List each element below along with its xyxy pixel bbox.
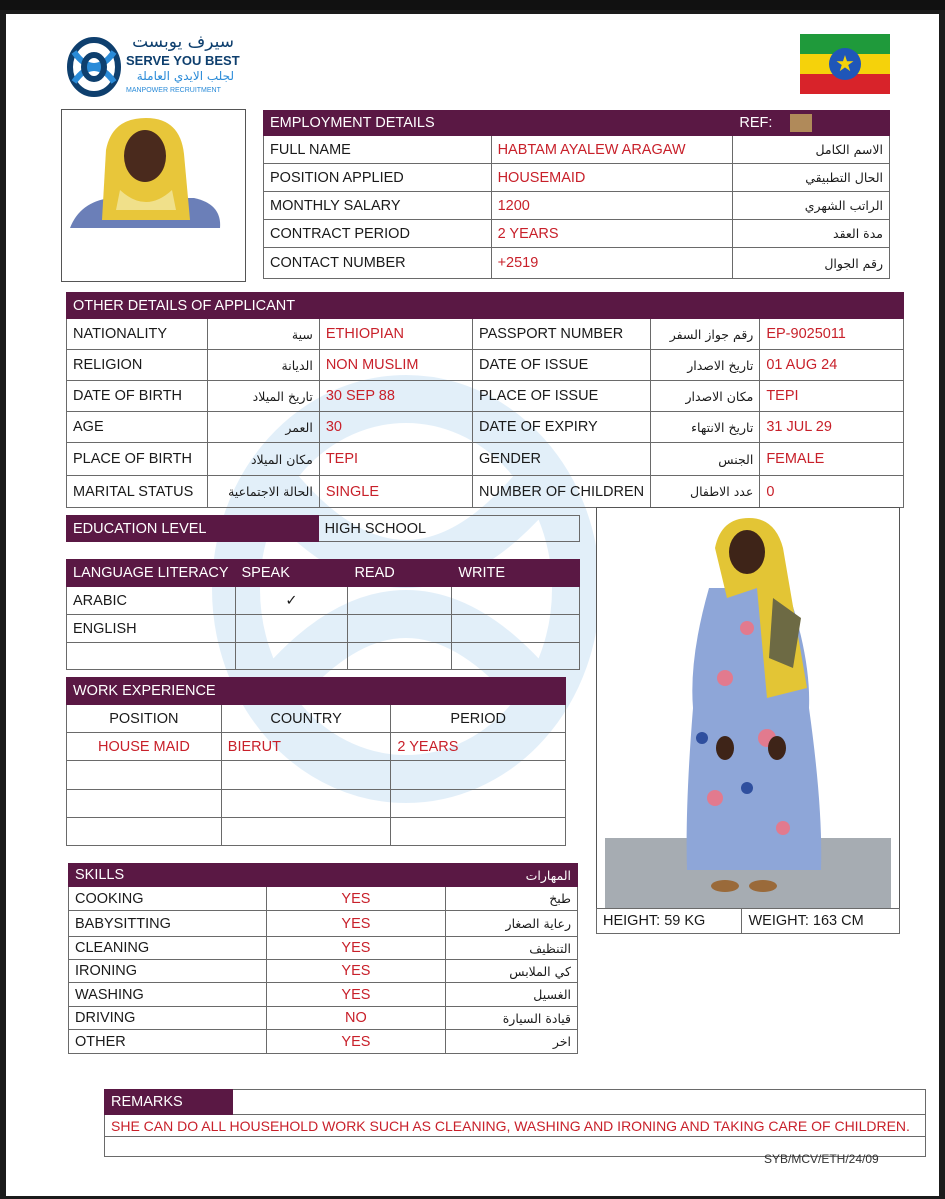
skill-name-ar: رعاية الصغار <box>446 911 578 937</box>
education-value: HIGH SCHOOL <box>318 516 579 542</box>
skill-row <box>69 911 578 937</box>
skill-name: CLEANING <box>69 937 267 960</box>
field-label-ar: الجنس <box>651 443 760 476</box>
emp-value: HABTAM AYALEW ARAGAW <box>491 136 733 164</box>
field-value: NON MUSLIM <box>319 350 472 381</box>
write-check <box>452 643 580 670</box>
emp-row-full-name <box>264 136 890 164</box>
weight-value: WEIGHT: 163 CM <box>742 909 900 934</box>
skill-row <box>69 960 578 983</box>
field-label-ar: العمر <box>207 412 319 443</box>
skill-value: YES <box>266 983 446 1007</box>
work-country <box>221 790 391 818</box>
emp-value: HOUSEMAID <box>491 164 733 192</box>
skill-value: YES <box>266 960 446 983</box>
emp-label-ar: مدة العقد <box>733 220 890 248</box>
field-value: ETHIOPIAN <box>319 319 472 350</box>
field-label: DATE OF ISSUE <box>472 350 650 381</box>
language-name: ARABIC <box>67 587 236 615</box>
field-value: FEMALE <box>760 443 904 476</box>
col-header: LANGUAGE LITERACY <box>67 560 236 587</box>
education-table <box>66 515 580 542</box>
field-label: PASSPORT NUMBER <box>472 319 650 350</box>
work-position <box>67 761 222 790</box>
ethiopia-flag <box>800 34 890 94</box>
col-header: POSITION <box>67 705 222 733</box>
col-header: PERIOD <box>391 705 566 733</box>
skill-name: COOKING <box>69 887 267 911</box>
read-check <box>348 615 452 643</box>
field-label: DATE OF EXPIRY <box>472 412 650 443</box>
work-row <box>67 761 566 790</box>
field-label-ar: مكان الميلاد <box>207 443 319 476</box>
emp-value: 2 YEARS <box>491 220 733 248</box>
other-details-header: OTHER DETAILS OF APPLICANT <box>67 293 473 319</box>
work-row <box>67 733 566 761</box>
remarks-text: SHE CAN DO ALL HOUSEHOLD WORK SUCH AS CLEANING, WASHING AND IRONING AND TAKING CARE OF CHILDREN. <box>105 1115 926 1137</box>
work-position <box>67 790 222 818</box>
field-label-ar: تاريخ الاصدار <box>651 350 760 381</box>
emp-label: CONTACT NUMBER <box>264 248 492 279</box>
work-row <box>67 790 566 818</box>
skill-row <box>69 887 578 911</box>
emp-row-contact <box>264 248 890 279</box>
emp-label-ar: الاسم الكامل <box>733 136 890 164</box>
skill-name-ar: الغسيل <box>446 983 578 1007</box>
other-row <box>67 412 904 443</box>
work-position <box>67 818 222 846</box>
other-row <box>67 443 904 476</box>
cv-page <box>6 14 939 1196</box>
applicant-portrait-photo <box>61 109 246 282</box>
skill-name: WASHING <box>69 983 267 1007</box>
skill-name-ar: التنظيف <box>446 937 578 960</box>
field-label: PLACE OF BIRTH <box>67 443 208 476</box>
read-check <box>348 587 452 615</box>
field-value: EP-9025011 <box>760 319 904 350</box>
speak-check <box>235 643 348 670</box>
skill-row <box>69 1007 578 1030</box>
applicant-full-body-photo <box>596 507 900 909</box>
work-experience-table <box>66 677 566 846</box>
work-position: HOUSE MAID <box>67 733 222 761</box>
emp-label-ar: الحال التطبيقي <box>733 164 890 192</box>
field-label-ar: رقم جواز السفر <box>651 319 760 350</box>
language-row <box>67 615 580 643</box>
work-period <box>391 818 566 846</box>
logo-knot-icon <box>64 34 124 100</box>
field-label-ar: الحالة الاجتماعية <box>207 476 319 508</box>
ref-cell <box>733 111 890 136</box>
logo-arabic-sub: لجلب الايدي العاملة <box>136 69 234 83</box>
emp-label: FULL NAME <box>264 136 492 164</box>
top-bar <box>0 0 945 10</box>
field-label: RELIGION <box>67 350 208 381</box>
field-label-ar: سية <box>207 319 319 350</box>
field-value: 30 <box>319 412 472 443</box>
field-value: 0 <box>760 476 904 508</box>
skill-row <box>69 1030 578 1054</box>
logo-english-name: SERVE YOU BEST <box>126 53 240 68</box>
skill-row <box>69 983 578 1007</box>
remarks-header: REMARKS <box>105 1090 233 1115</box>
emp-row-position <box>264 164 890 192</box>
field-label: PLACE OF ISSUE <box>472 381 650 412</box>
height-value: HEIGHT: 59 KG <box>597 909 742 934</box>
logo-english-sub: MANPOWER RECRUITMENT <box>126 87 221 94</box>
flag-star-icon: ★ <box>829 48 861 80</box>
emp-label: CONTRACT PERIOD <box>264 220 492 248</box>
work-row <box>67 818 566 846</box>
emp-label-ar: رقم الجوال <box>733 248 890 279</box>
skill-name: BABYSITTING <box>69 911 267 937</box>
work-period <box>391 790 566 818</box>
work-country <box>221 761 391 790</box>
skill-name-ar: اخر <box>446 1030 578 1054</box>
read-check <box>348 643 452 670</box>
field-label-ar: الديانة <box>207 350 319 381</box>
ref-label: REF: <box>739 114 773 131</box>
ref-redaction <box>790 114 812 132</box>
field-label: MARITAL STATUS <box>67 476 208 508</box>
emp-row-contract <box>264 220 890 248</box>
other-row <box>67 476 904 508</box>
speak-check: ✓ <box>235 587 348 615</box>
skill-name: DRIVING <box>69 1007 267 1030</box>
logo-arabic-name: سيرف يوبست <box>132 32 234 52</box>
work-experience-header: WORK EXPERIENCE <box>67 678 391 705</box>
language-row <box>67 587 580 615</box>
company-logo <box>64 32 264 102</box>
write-check <box>452 587 580 615</box>
col-header: COUNTRY <box>221 705 391 733</box>
work-period <box>391 761 566 790</box>
col-header: READ <box>348 560 452 587</box>
emp-value: +2519 <box>491 248 733 279</box>
skill-name-ar: قيادة السيارة <box>446 1007 578 1030</box>
skills-header: SKILLS <box>69 864 267 887</box>
field-value: 31 JUL 29 <box>760 412 904 443</box>
field-label: DATE OF BIRTH <box>67 381 208 412</box>
other-row <box>67 381 904 412</box>
field-label-ar: تاريخ الميلاد <box>207 381 319 412</box>
emp-label: POSITION APPLIED <box>264 164 492 192</box>
employment-details-table <box>263 110 890 279</box>
emp-label-ar: الراتب الشهري <box>733 192 890 220</box>
work-country: BIERUT <box>221 733 391 761</box>
skill-value: YES <box>266 937 446 960</box>
measurements-table <box>596 908 900 934</box>
write-check <box>452 615 580 643</box>
other-row <box>67 319 904 350</box>
skill-row <box>69 937 578 960</box>
employment-header: EMPLOYMENT DETAILS <box>264 111 733 136</box>
other-row <box>67 350 904 381</box>
language-row <box>67 643 580 670</box>
remarks-table <box>104 1089 926 1157</box>
field-value: 01 AUG 24 <box>760 350 904 381</box>
field-label-ar: عدد الاطفال <box>651 476 760 508</box>
emp-label: MONTHLY SALARY <box>264 192 492 220</box>
field-label: GENDER <box>472 443 650 476</box>
other-details-table <box>66 292 904 508</box>
skills-header-ar: المهارات <box>446 864 578 887</box>
col-header: WRITE <box>452 560 580 587</box>
skill-value: YES <box>266 1030 446 1054</box>
language-literacy-table <box>66 559 580 670</box>
field-label-ar: مكان الاصدار <box>651 381 760 412</box>
emp-value: 1200 <box>491 192 733 220</box>
education-label: EDUCATION LEVEL <box>67 516 319 542</box>
skill-name: OTHER <box>69 1030 267 1054</box>
skill-name: IRONING <box>69 960 267 983</box>
field-label-ar: تاريخ الانتهاء <box>651 412 760 443</box>
skill-name-ar: طبخ <box>446 887 578 911</box>
speak-check <box>235 615 348 643</box>
field-value: SINGLE <box>319 476 472 508</box>
language-name: ENGLISH <box>67 615 236 643</box>
emp-row-salary <box>264 192 890 220</box>
skill-name-ar: كي الملابس <box>446 960 578 983</box>
skills-table <box>68 863 578 1054</box>
field-label: AGE <box>67 412 208 443</box>
skill-value: YES <box>266 887 446 911</box>
field-value: 30 SEP 88 <box>319 381 472 412</box>
skill-value: NO <box>266 1007 446 1030</box>
field-value: TEPI <box>319 443 472 476</box>
work-period: 2 YEARS <box>391 733 566 761</box>
skill-value: YES <box>266 911 446 937</box>
language-name <box>67 643 236 670</box>
document-code: SYB/MCV/ETH/24/09 <box>764 1152 879 1166</box>
work-country <box>221 818 391 846</box>
field-label: NUMBER OF CHILDREN <box>472 476 650 508</box>
field-label: NATIONALITY <box>67 319 208 350</box>
field-value: TEPI <box>760 381 904 412</box>
col-header: SPEAK <box>235 560 348 587</box>
